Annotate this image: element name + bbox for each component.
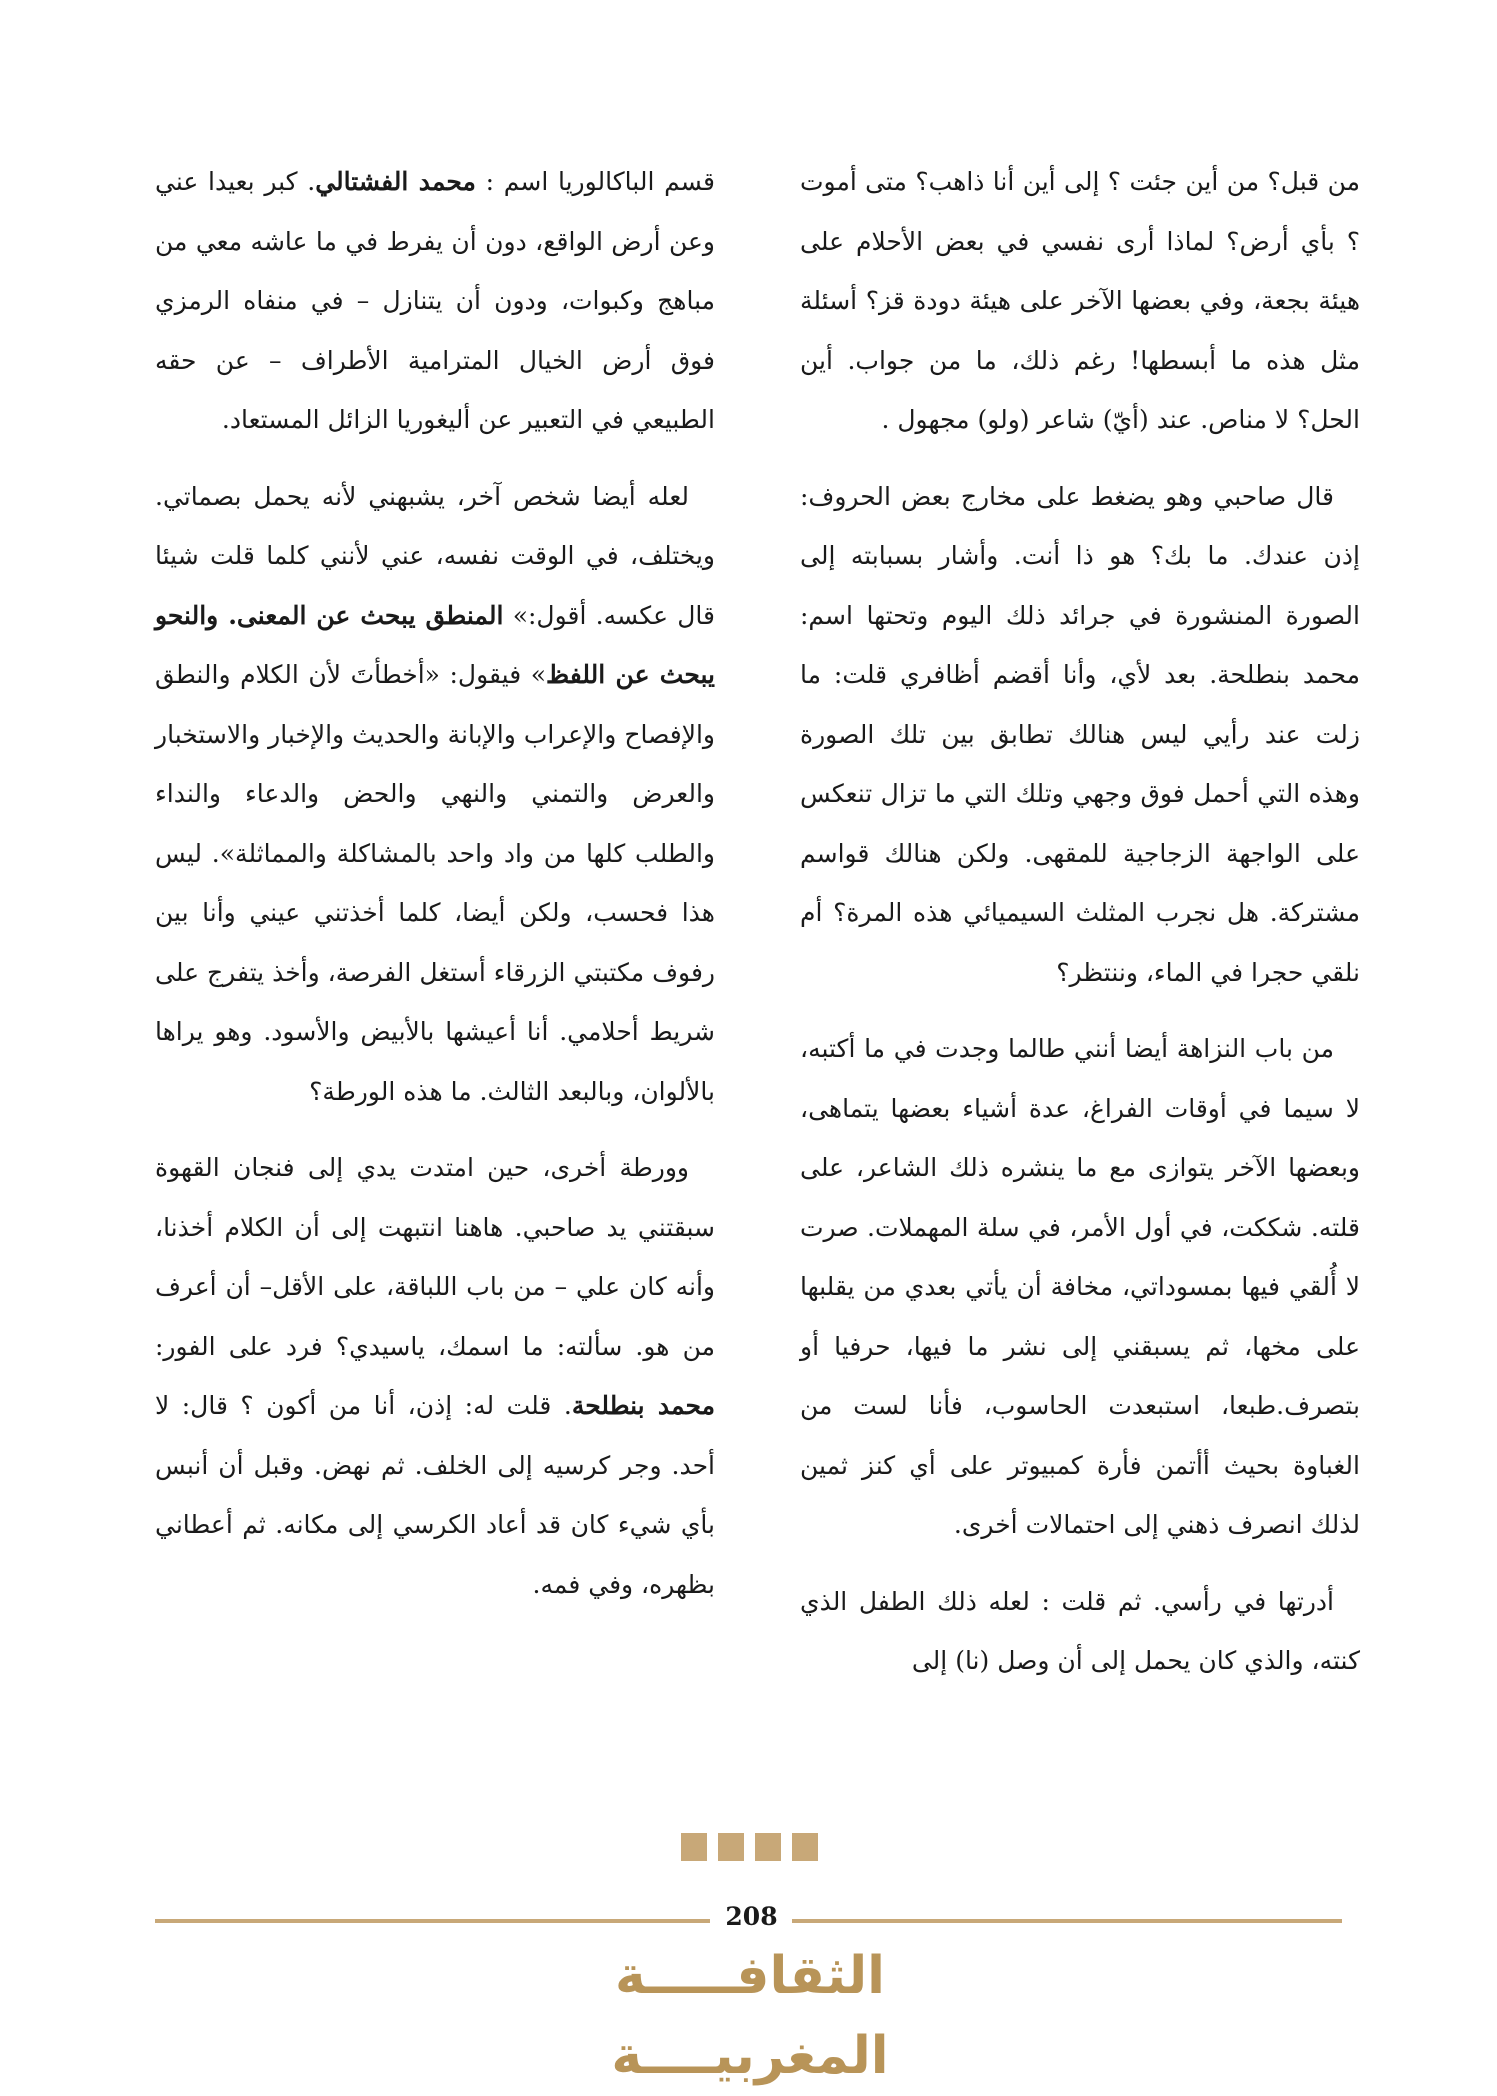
left-column bbox=[155, 152, 715, 1631]
ornament-square bbox=[681, 1833, 707, 1861]
end-ornament bbox=[681, 1833, 821, 1861]
text-run: . كبر بعيدا عني وعن أرض الواقع، دون أن يفرط في ما عاشه معي من مباهج وكبوات، ودون أن يتنازل – في منفاه الرمزي فوق أرض الخيال المترامية الأطراف – عن حقه الطبيعي في التعبير عن أليغوريا الزائل المستعاد. bbox=[155, 167, 715, 434]
left-paragraph-2 bbox=[155, 467, 715, 1122]
page-number: 208 bbox=[725, 1902, 778, 1931]
text-run: . قلت له: إذن، أنا من أكون ؟ قال: لا أحد. وجر كرسيه إلى الخلف. ثم نهض. وقبل أن أنبس بأي شيء كان قد أعاد الكرسي إلى مكانه. ثم أعطاني بظهره، وفي فمه. bbox=[155, 1391, 715, 1599]
footer-rule-left bbox=[155, 1919, 710, 1923]
text-run: لعله أيضا شخص آخر، يشبهني لأنه يحمل بصماتي. ويختلف، في الوقت نفسه، عني لأنني كلما قلت شيئا قال عكسه. أقول:» bbox=[155, 481, 715, 630]
magazine-masthead: الثقافـــــة المغربيــــة bbox=[611, 1946, 889, 2086]
bold-name: محمد بنطلحة bbox=[571, 1391, 715, 1420]
bold-quote: المنطق يبحث عن المعنى. والنحو يبحث عن اللفظ bbox=[155, 600, 715, 689]
ornament-square bbox=[755, 1833, 781, 1861]
right-paragraph-1: من قبل؟ من أين جئت ؟ إلى أين أنا ذاهب؟ متى أموت ؟ بأي أرض؟ لماذا أرى نفسي في بعض الأحلام على هيئة بجعة، وفي بعضها الآخر على هيئة دودة قز؟ أسئلة مثل هذه ما أبسطها! رغم ذلك، ما من جواب. أين الحل؟ لا مناص. عند (أيّ) شاعر (ولو) مجهول . bbox=[800, 167, 1360, 434]
text-run: وورطة أخرى، حين امتدت يدي إلى فنجان القهوة سبقتني يد صاحبي. هاهنا انتبهت إلى أن الكلام أخذنا، وأنه كان علي – من باب اللباقة، على الأقل– أن أعرف من هو. سألته: ما اسمك، ياسيدي؟ فرد على الفور: bbox=[155, 1153, 715, 1361]
right-column bbox=[800, 152, 1360, 1708]
ornament-square bbox=[718, 1833, 744, 1861]
text-run: » فيقول: «أخطأتَ لأن الكلام والنطق والإفصاح والإعراب والإبانة والحديث والإخبار والاستخبار والعرض والتمني والنهي والحض والدعاء والنداء والطلب كلها من واد واحد بالمشاكلة والمماثلة». ليس هذا فحسب، ولكن أيضا، كلما أخذتني عيني وأنا بين رفوف مكتبتي الزرقاء أستغل الفرصة، وأخذ يتفرج على شريط أحلامي. أنا أعيشها بالأبيض والأسود. وهو يراها بالألوان، وبالبعد الثالث. ما هذه الورطة؟ bbox=[155, 660, 715, 1106]
footer-rule-right bbox=[792, 1919, 1342, 1923]
right-paragraph-3: من باب النزاهة أيضا أنني طالما وجدت في ما أكتبه، لا سيما في أوقات الفراغ، عدة أشياء بعضها يتماهى، وبعضها الآخر يتوازى مع ما ينشره ذلك الشاعر، على قلته. شككت، في أول الأمر، في سلة المهملات. صرت لا أُلقي فيها بمسوداتي، مخافة أن يأتي بعدي من يقلبها على مخها، ثم يسبقني إلى نشر ما فيها، حرفيا أو بتصرف.طبعا، استبعدت الحاسوب، فأنا لست من الغباوة بحيث أأتمن فأرة كمبيوتر على أي كنز ثمين لذلك انصرف ذهني إلى احتمالات أخرى. bbox=[800, 1034, 1360, 1539]
text-run: قسم الباكالوريا اسم : bbox=[475, 167, 715, 196]
left-paragraph-1 bbox=[155, 152, 715, 450]
left-paragraph-3 bbox=[155, 1138, 715, 1614]
right-paragraph-4: أدرتها في رأسي. ثم قلت : لعله ذلك الطفل الذي كنته، والذي كان يحمل إلى أن وصل (نا) إلى bbox=[800, 1586, 1360, 1675]
ornament-square bbox=[792, 1833, 818, 1861]
right-paragraph-2: قال صاحبي وهو يضغط على مخارج بعض الحروف: إذن عندك. ما بك؟ هو ذا أنت. وأشار بسبابته إلى الصورة المنشورة في جرائد ذلك اليوم وتحتها اسم: محمد بنطلحة. بعد لأي، وأنا أقضم أظافري قلت: ما زلت عند رأيي ليس هنالك تطابق بين تلك الصورة وهذه التي أحمل فوق وجهي وتلك التي ما تزال تنعكس على الواجهة الزجاجية للمقهى. ولكن هنالك قواسم مشتركة. هل نجرب المثلث السيميائي هذه المرة؟ أم نلقي حجرا في الماء، وننتظر؟ bbox=[800, 481, 1360, 987]
bold-name: محمد الفشتالي bbox=[315, 167, 476, 196]
